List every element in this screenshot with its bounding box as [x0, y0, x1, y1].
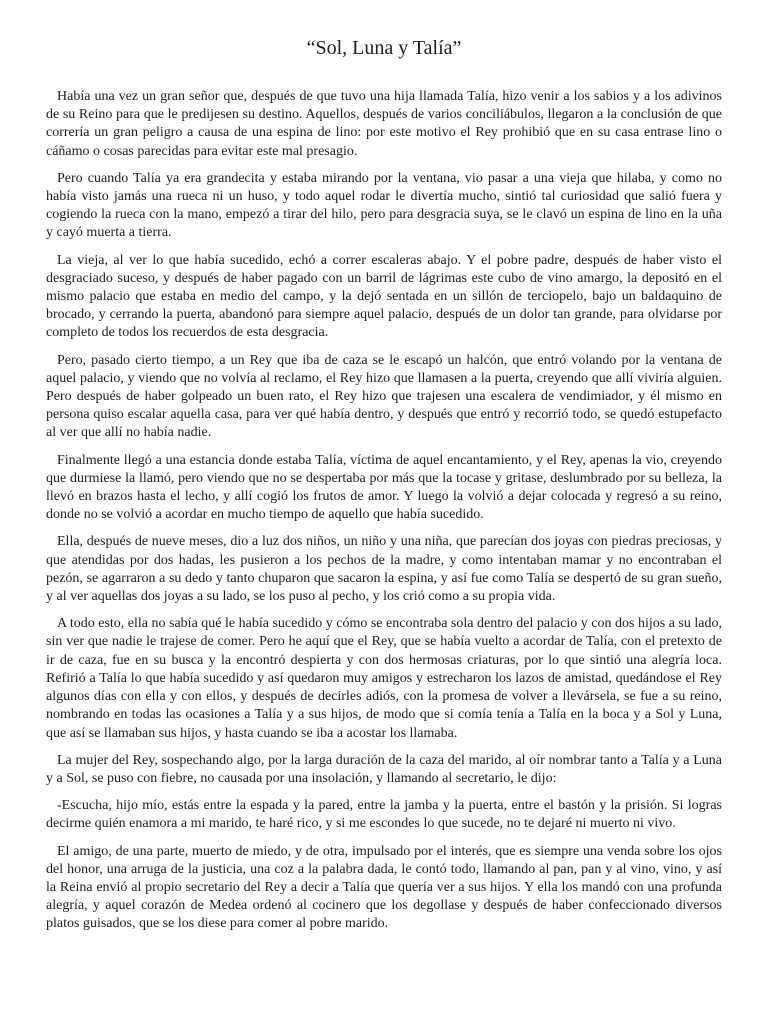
- paragraph-7: A todo esto, ella no sabía qué le había sucedido y cómo se encontraba sola dentro del palacio y con dos hijos a su lado, sin ver que nadie le trajese de comer. Pero he aquí que el Rey, que se había vuelto a acordar de Talía, con el pretexto de ir de caza, fue en su busca y la encontró despierta y con dos hermosas criaturas, por lo que sintió una alegría loca. Refirió a Talía lo que había sucedido y así quedaron muy amigos y estrecharon los lazos de amistad, quedándose el Rey algunos días con ella y con ellos, y después de decirles adiós, con la promesa de volver a llevársela, se fue a su reino, nombrando en todas las ocasiones a Talía y a sus hijos, de modo que si comía tenía a Talía en la boca y a Sol y Luna, que así se llamaban sus hijos, y hasta cuando se iba a acostar los llamaba.: [46, 616, 722, 741]
- page-title: “Sol, Luna y Talía”: [306, 37, 462, 59]
- paragraph-4: Pero, pasado cierto tiempo, a un Rey que iba de caza se le escapó un halcón, que entró volando por la ventana de aquel palacio, y viendo que no volvía al reclamo, el Rey hizo que llamasen a la puerta, creyendo que allí viviría alguien. Pero después de haber golpeado un buen rato, el Rey hizo que trajesen una escalera de vendimiador, y él mismo en persona quiso escalar aquella casa, para ver qué había dentro, y después que entró y recorrió todo, se quedó estupefacto al ver que allí no había nadie.: [46, 352, 722, 441]
- paragraph-9: -Escucha, hijo mío, estás entre la espada y la pared, entre la jamba y la puerta, entre el bastón y la prisión. Si logras decirme quién enamora a mi marido, te haré rico, y si me escondes lo que sucede, no te dejaré ni muerto ni vivo.: [46, 798, 722, 832]
- paragraph-10: El amigo, de una parte, muerto de miedo, y de otra, impulsado por el interés, que es siempre una venda sobre los ojos del honor, una arruga de la justicia, una coz a la palabra dada, le contó todo, llamando al pan, pan y al vino, vino, y así la Reina envió al propio secretario del Rey a decir a Talía que quería ver a sus hijos. Y ella los mandó con una profunda alegría, y aquel corazón de Medea ordenó al cocinero que los degollase y después de haber confeccionado diversos platos guisados, que se los diese para comer al pobre marido.: [46, 843, 722, 932]
- paragraph-6: Ella, después de nueve meses, dio a luz dos niños, un niño y una niña, que parecían dos joyas con piedras preciosas, y que atendidas por dos hadas, les pusieron a los pechos de la madre, y como intentaban mamar y no encontraban el pezón, se agarraron a su dedo y tanto chuparon que sacaron la espina, y así fue como Talía se despertó de su gran sueño, y al ver aquellas dos joyas a su lado, se los puso al pecho, y los crió como a su propia vida.: [46, 534, 722, 605]
- paragraph-2: Pero cuando Talía ya era grandecita y estaba mirando por la ventana, vio pasar a una vieja que hilaba, y como no había visto jamás una rueca ni un huso, y todo aquel rodar le divertía mucho, sintió tal curiosidad que salió fuera y cogiendo la rueca con la mano, empezó a tirar del hilo, pero para desgracia suya, se le clavó un espina de lino en la uña y cayó muerta a tierra.: [46, 170, 722, 241]
- paragraph-5: Finalmente llegó a una estancia donde estaba Talía, víctima de aquel encantamiento, y el Rey, apenas la vio, creyendo que durmiese la llamó, pero viendo que no se despertaba por más que la tocase y gritase, deslumbrado por su belleza, la llevó en brazos hasta el lecho, y allí cogió los frutos de amor. Y luego la volvió a dejar colocada y regresó a su reino, donde no se volvió a acordar en mucho tiempo de aquello que había sucedido.: [46, 452, 722, 523]
- paragraph-8: La mujer del Rey, sospechando algo, por la larga duración de la caza del marido, al oír nombrar tanto a Talía y a Luna y a Sol, se puso con fiebre, no causada por una insolación, y llamando al secretario, le dijo:: [46, 752, 722, 786]
- paragraph-3: La vieja, al ver lo que había sucedido, echó a correr escaleras abajo. Y el pobre padre, después de haber visto el desgraciado suceso, y después de haber pagado con un barril de lágrimas este cubo de vino amargo, la depositó en el mismo palacio que estaba en medio del campo, y la dejó sentada en un sillón de terciopelo, bajo un baldaquino de brocado, y cerrando la puerta, abandonó para siempre aquel palacio, después de un dolor tan grande, para olvidarse por completo de todos los recuerdos de esta desgracia.: [46, 252, 722, 341]
- paragraph-1: Había una vez un gran señor que, después de que tuvo una hija llamada Talía, hizo venir a los sabios y a los adivinos de su Reino para que le predijesen su destino. Aquellos, después de varios conciliábulos, llegaron a la conclusión de que correría un gran peligro a causa de una espina de lino: por este motivo el Rey prohibió que en su casa entrase lino o cáñamo o cosas parecidas para evitar este mal presagio.: [46, 89, 722, 159]
